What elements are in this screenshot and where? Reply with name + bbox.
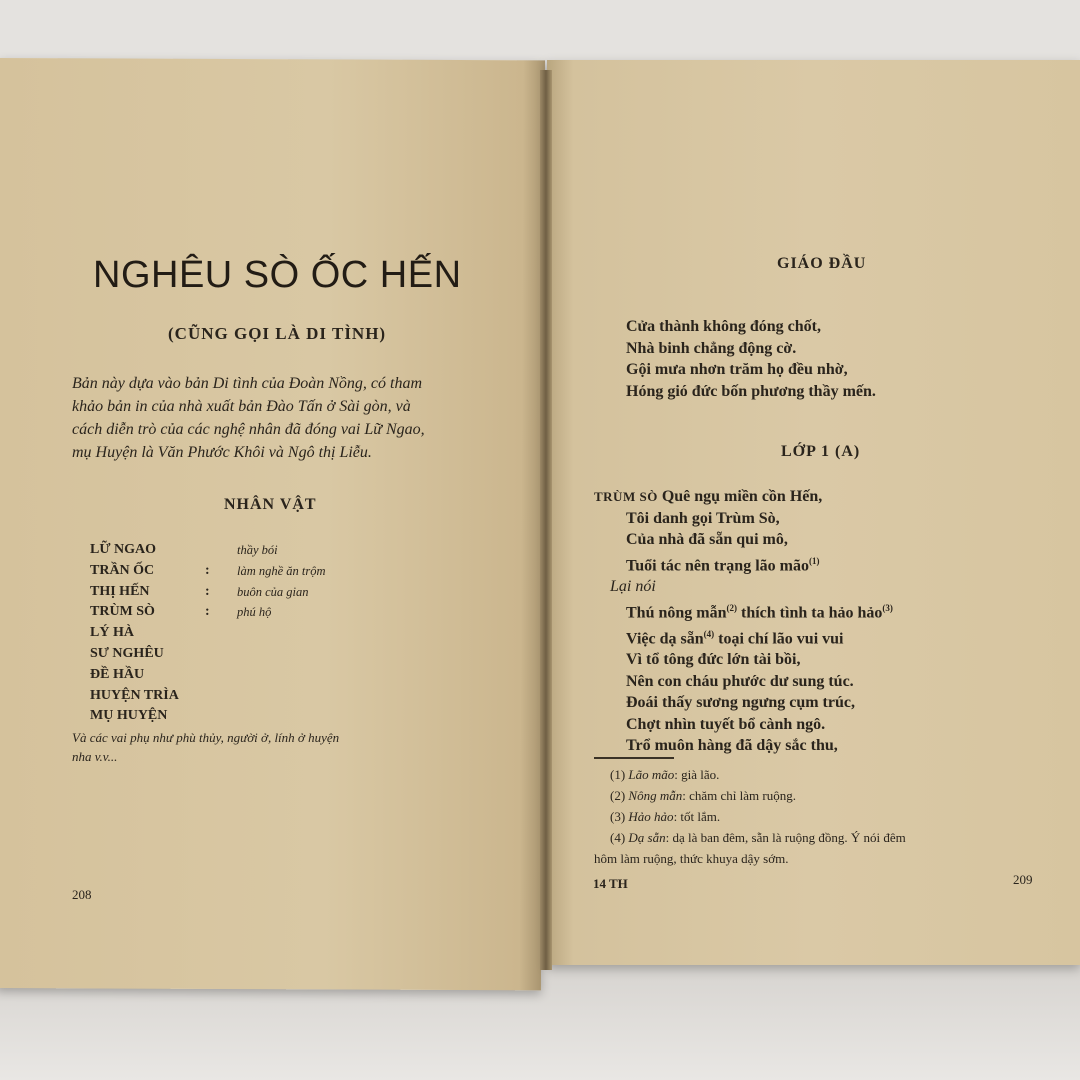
verse-line (594, 598, 893, 624)
intro-line: Bản này dựa vào bản Di tình của Đoàn Nồng, có tham (72, 375, 423, 392)
extra-roles-note (72, 728, 339, 766)
character-row (90, 665, 326, 686)
scene-verse (594, 486, 893, 757)
verse-line: Của nhà đã sẵn qui mô, (626, 531, 788, 548)
character-name: THỊ HẾN (90, 583, 150, 599)
character-name: SƯ NGHÊU (90, 645, 164, 661)
intro-line: cách diễn trò của các nghệ nhân đã đóng vai Lữ Ngao, (72, 421, 425, 438)
scene-heading: LỚP 1 (A) (781, 443, 861, 460)
character-row (90, 540, 326, 561)
extra-line: nha v.v... (72, 749, 118, 764)
character-name: TRÙM SÒ (90, 604, 155, 620)
character-row (90, 644, 326, 665)
verse-line: Gội mưa nhơn trăm họ đều nhờ, (626, 361, 848, 378)
intro-line: khảo bản in của nhà xuất bản Đào Tấn ở Sài gòn, và (72, 398, 411, 415)
character-row (90, 706, 326, 727)
footnote-ref: (3) (882, 602, 893, 613)
footnote (594, 806, 906, 827)
verse-line (594, 486, 893, 508)
speaker-name: TRÙM SÒ (594, 489, 658, 504)
footnote-divider (594, 757, 674, 759)
footnote-ref: (4) (703, 628, 715, 639)
character-colon (205, 540, 237, 561)
character-description: làm nghề ăn trộm (237, 563, 326, 578)
verse-line (594, 551, 893, 577)
character-name: HUYỆN TRÌA (90, 687, 179, 703)
verse-line: Nên con cháu phước dư sung túc. (626, 672, 854, 690)
verse-line: Chợt nhìn tuyết bổ cành ngô. (626, 715, 826, 733)
footnote-term: Dạ sẵn (628, 830, 666, 845)
character-row (90, 686, 326, 707)
character-name: LÝ HÀ (90, 625, 134, 641)
prologue-heading: GIÁO ĐẦU (777, 255, 867, 272)
verse-line: Tôi danh gọi Trùm Sò, (626, 509, 780, 527)
footnote-text: : già lão. (674, 767, 720, 782)
verse-line (594, 624, 893, 650)
character-name: TRẦN ỐC (90, 562, 155, 578)
verse-line: Nhà binh chẳng động cờ. (626, 339, 797, 357)
footnote (594, 827, 906, 848)
intro-paragraph (72, 372, 425, 464)
character-row (90, 602, 326, 623)
verse-line: Hóng gió đức bốn phương thầy mến. (626, 382, 876, 400)
verse-text: toại chí lão vui vui (714, 629, 844, 647)
character-colon: : (205, 583, 210, 599)
verse-text: Việc dạ sẵn (626, 629, 704, 647)
footnote-ref: (2) (726, 602, 737, 613)
footnote (594, 785, 906, 806)
verse-text: Thú nông mẫn (626, 604, 727, 622)
footnote-number: (2) (610, 788, 626, 803)
character-row (90, 623, 326, 644)
footnote-text: : dạ là ban đêm, sẵn là ruộng đồng. Ý nói đêm (665, 830, 906, 845)
footnote-continuation: hôm làm ruộng, thức khuya dậy sớm. (594, 851, 789, 866)
page-number-right: 209 (1013, 872, 1033, 887)
character-name: MỤ HUYỆN (90, 708, 168, 724)
footnote (594, 764, 906, 785)
footnote-text: : tốt lắm. (673, 809, 721, 824)
left-page (0, 58, 545, 990)
verse-line: Cửa thành không đóng chốt, (626, 318, 821, 335)
play-subtitle: (CŨNG GỌI LÀ DI TÌNH) (168, 324, 387, 343)
verse-line: Trổ muôn hàng đã dậy sắc thu, (626, 737, 838, 755)
signature-mark: 14 TH (593, 876, 628, 891)
play-title: NGHÊU SÒ ỐC HẾN (93, 254, 462, 296)
book-spine (540, 70, 552, 970)
character-name: LỮ NGAO (90, 542, 156, 557)
character-name: ĐỀ HẦU (90, 666, 145, 682)
stage-direction: Lại nói (610, 578, 656, 596)
extra-line: Và các vai phụ như phù thủy, người ở, lính ở huyện (72, 730, 340, 745)
character-list (90, 540, 326, 727)
verse-text: Tuổi tác nên trạng lão mão (626, 556, 809, 574)
footnote-number: (3) (610, 809, 626, 824)
character-colon: : (205, 562, 210, 578)
verse-text: Quê ngụ miền cồn Hến, (661, 488, 823, 505)
verse-line: Vì tổ tông đức lớn tài bồi, (626, 651, 801, 669)
characters-heading: NHÂN VẬT (224, 496, 317, 513)
footnote-number: (4) (610, 830, 626, 845)
character-description: phú hộ (237, 605, 272, 620)
page-number-left: 208 (72, 887, 92, 902)
character-description: thầy bói (237, 543, 278, 557)
footnote-text: : chăm chỉ làm ruộng. (682, 788, 796, 803)
verse-line: Đoái thấy sương ngưng cụm trúc, (626, 694, 855, 712)
footnotes (594, 764, 906, 869)
footnote-ref: (1) (808, 555, 820, 566)
character-colon: : (205, 604, 210, 620)
footnote-number: (1) (610, 767, 626, 782)
character-row (90, 582, 326, 603)
intro-line: mụ Huyện là Văn Phước Khôi và Ngô thị Liễu. (72, 444, 372, 461)
footnote-term: Hảo hảo (628, 809, 674, 824)
verse-text: thích tình ta hảo hảo (737, 604, 883, 622)
footnote-term: Lão mão (628, 767, 675, 782)
footnote-term: Nông mẫn (628, 788, 683, 803)
character-row (90, 561, 326, 582)
character-description: buôn của gian (237, 584, 309, 599)
prologue-verse (626, 316, 876, 402)
